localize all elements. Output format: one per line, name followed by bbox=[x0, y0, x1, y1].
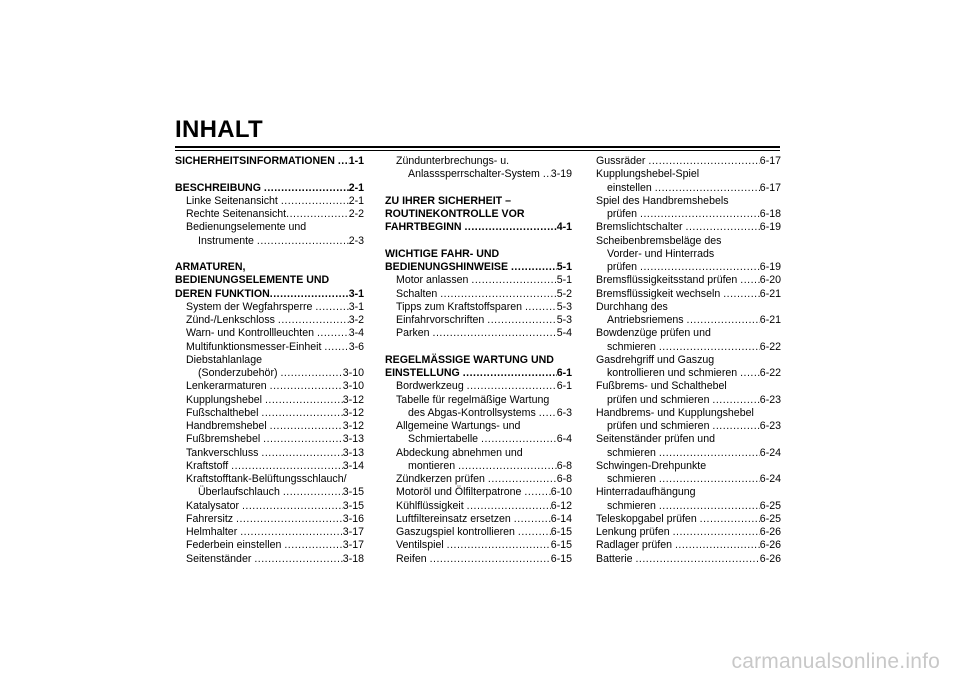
toc-entry[interactable] bbox=[596, 513, 781, 526]
toc-item-text: Seitenständer prüfen und bbox=[596, 433, 715, 446]
toc-entry[interactable] bbox=[175, 420, 364, 433]
toc-dot-leader bbox=[440, 288, 557, 301]
toc-page-number: 6-23 bbox=[759, 420, 781, 432]
toc-dot-leader bbox=[324, 341, 348, 354]
toc-dot-leader bbox=[487, 314, 556, 327]
toc-page-number: 6-4 bbox=[556, 433, 572, 446]
toc-page-number: 3-15 bbox=[342, 486, 364, 499]
toc-page-number: 3-12 bbox=[342, 420, 364, 432]
toc-entry[interactable] bbox=[175, 433, 364, 446]
toc-dot-leader bbox=[447, 539, 551, 552]
toc-entry-label: DEREN FUNKTION bbox=[175, 287, 270, 300]
toc-dot-leader bbox=[458, 460, 557, 473]
toc-entry-label: Kühlflüssigkeit bbox=[396, 499, 464, 512]
toc-dot-leader bbox=[518, 526, 551, 539]
toc-entry-label: System der Wegfahrsperre bbox=[186, 300, 313, 313]
toc-entry[interactable] bbox=[596, 261, 781, 274]
watermark-text: carmanualsonline.info bbox=[731, 650, 940, 673]
toc-entry[interactable] bbox=[596, 500, 781, 513]
toc-entry-label: schmieren bbox=[607, 446, 656, 459]
toc-column-2 bbox=[385, 155, 572, 566]
toc-entry-label: Batterie bbox=[596, 552, 633, 565]
toc-dot-leader bbox=[659, 473, 760, 486]
toc-item-text: Durchhang des bbox=[596, 300, 668, 313]
toc-dot-leader bbox=[281, 195, 349, 208]
toc-dot-leader bbox=[283, 486, 343, 499]
toc-entry-label: Lenkerarmaturen bbox=[186, 380, 267, 393]
toc-entry-label: Instrumente bbox=[198, 234, 254, 247]
toc-entry-label: Warn- und Kontrollleuchten bbox=[186, 327, 314, 340]
toc-page-number: 6-1 bbox=[556, 380, 572, 393]
toc-page-number: 6-25 bbox=[759, 512, 781, 525]
toc-entry-label: Anlasssperrschalter-System bbox=[408, 168, 540, 181]
toc-entry-label: Federbein einstellen bbox=[186, 539, 282, 552]
toc-entry-label: Reifen bbox=[396, 552, 427, 565]
toc-spacer bbox=[385, 235, 572, 248]
toc-page-number: 6-22 bbox=[759, 367, 781, 379]
toc-entry[interactable] bbox=[596, 447, 781, 460]
toc-dot-leader bbox=[686, 221, 760, 234]
toc-section-heading: WICHTIGE FAHR- UND bbox=[385, 247, 500, 260]
toc-entry-label: Radlager prüfen bbox=[596, 539, 672, 552]
toc-page-number: 2-3 bbox=[348, 234, 364, 247]
toc-entry-label: Antriebsriemens bbox=[607, 314, 684, 326]
toc-page-number: 3-12 bbox=[342, 406, 364, 419]
toc-page-number: 3-10 bbox=[342, 380, 364, 393]
toc-dot-leader bbox=[261, 447, 342, 460]
toc-entry[interactable] bbox=[596, 420, 781, 433]
toc-page-number: 3-12 bbox=[342, 393, 364, 406]
toc-section-entry[interactable] bbox=[385, 261, 572, 274]
toc-dot-leader bbox=[261, 407, 342, 420]
toc-dot-leader bbox=[740, 274, 760, 287]
toc-dot-leader bbox=[740, 367, 760, 380]
toc-entry-label: einstellen bbox=[607, 181, 652, 194]
toc-dot-leader bbox=[655, 182, 760, 195]
toc-entry[interactable] bbox=[385, 168, 572, 181]
title-rule-thin bbox=[175, 150, 780, 151]
toc-item-text: Bowdenzüge prüfen und bbox=[596, 327, 711, 340]
title-rule bbox=[175, 146, 780, 148]
toc-entry[interactable] bbox=[175, 235, 364, 248]
toc-dot-leader bbox=[270, 288, 349, 301]
toc-page-number: 3-18 bbox=[342, 552, 364, 565]
toc-item-text: Allgemeine Wartungs- und bbox=[396, 420, 521, 432]
toc-dot-leader bbox=[467, 380, 557, 393]
toc-dot-leader bbox=[467, 500, 551, 513]
toc-section-entry[interactable] bbox=[175, 288, 364, 301]
toc-dot-leader bbox=[254, 553, 342, 566]
toc-section-entry[interactable] bbox=[385, 221, 572, 234]
toc-entry[interactable] bbox=[175, 500, 364, 513]
toc-entry-label: Linke Seitenansicht bbox=[186, 194, 278, 207]
toc-entry[interactable] bbox=[596, 314, 781, 327]
toc-page-number: 3-2 bbox=[348, 314, 364, 326]
toc-entry[interactable] bbox=[175, 341, 364, 354]
toc-page-number: 3-17 bbox=[342, 526, 364, 538]
toc-entry[interactable] bbox=[385, 433, 572, 446]
toc-dot-leader bbox=[543, 168, 551, 181]
toc-section-entry[interactable] bbox=[175, 182, 364, 195]
toc-entry[interactable] bbox=[596, 553, 781, 566]
toc-item-text: Gasdrehgriff und Gaszug bbox=[596, 353, 715, 366]
toc-page-number: 5-3 bbox=[556, 314, 572, 326]
toc-entry[interactable] bbox=[385, 274, 572, 287]
toc-entry-label: Zündkerzen prüfen bbox=[396, 473, 485, 485]
toc-entry-label: Kupplungshebel bbox=[186, 393, 262, 406]
toc-dot-leader bbox=[524, 486, 550, 499]
toc-item-text: Bedienungselemente und bbox=[186, 221, 307, 234]
toc-page-number: 6-8 bbox=[556, 459, 572, 472]
toc-section-heading: REGELMÄSSIGE WARTUNG UND bbox=[385, 353, 554, 366]
toc-page-number: 5-4 bbox=[556, 327, 572, 340]
toc-page-number: 6-26 bbox=[759, 552, 781, 565]
toc-entry-label: prüfen und schmieren bbox=[607, 420, 710, 432]
toc-entry-label: (Sonderzubehör) bbox=[198, 367, 278, 379]
toc-section-heading: BEDIENUNGSELEMENTE UND bbox=[175, 274, 330, 287]
toc-page-number: 3-16 bbox=[342, 512, 364, 525]
toc-dot-leader bbox=[640, 208, 760, 221]
toc-dot-leader bbox=[648, 155, 759, 168]
toc-dot-leader bbox=[240, 526, 343, 539]
toc-entry[interactable] bbox=[385, 553, 572, 566]
toc-entry-label: EINSTELLUNG bbox=[385, 367, 460, 379]
toc-entry-label: montieren bbox=[408, 459, 456, 472]
toc-entry-label: Lenkung prüfen bbox=[596, 526, 670, 538]
toc-entry[interactable] bbox=[385, 380, 572, 393]
toc-page-number: 6-22 bbox=[759, 340, 781, 353]
toc-entry-label: des Abgas-Kontrollsystems bbox=[408, 406, 536, 419]
toc-entry[interactable] bbox=[175, 526, 364, 539]
toc-entry[interactable] bbox=[596, 288, 781, 301]
toc-spacer bbox=[175, 248, 364, 261]
toc-entry-label: Schalten bbox=[396, 287, 438, 300]
toc-spacer bbox=[175, 168, 364, 181]
toc-page-number: 4-1 bbox=[556, 221, 572, 234]
toc-page-number: 3-19 bbox=[550, 168, 572, 181]
toc-entry[interactable] bbox=[175, 314, 364, 327]
toc-entry[interactable] bbox=[175, 301, 364, 314]
toc-item-text: Vorder- und Hinterrads bbox=[607, 247, 715, 260]
toc-page-number: 3-4 bbox=[348, 327, 364, 340]
toc-page-number: 6-19 bbox=[759, 261, 781, 273]
toc-entry-label: schmieren bbox=[607, 499, 656, 512]
toc-dot-leader bbox=[723, 288, 760, 301]
toc-dot-leader bbox=[640, 261, 760, 274]
toc-entry[interactable] bbox=[596, 526, 781, 539]
toc-page-number: 6-3 bbox=[556, 406, 572, 419]
toc-entry[interactable] bbox=[175, 380, 364, 393]
toc-dot-leader bbox=[231, 460, 343, 473]
toc-entry-label: prüfen bbox=[607, 261, 638, 273]
toc-dot-leader bbox=[659, 341, 760, 354]
toc-dot-leader bbox=[514, 513, 551, 526]
toc-page-number: 3-10 bbox=[342, 367, 364, 379]
toc-entry-label: Kraftstoff bbox=[186, 459, 229, 472]
toc-entry[interactable] bbox=[175, 539, 364, 552]
toc-entry-label: FAHRTBEGINN bbox=[385, 221, 462, 234]
toc-entry-label: Gussräder bbox=[596, 155, 646, 167]
toc-item-text: Fußbrems- und Schalthebel bbox=[596, 380, 727, 393]
toc-entry-label: prüfen bbox=[607, 208, 638, 220]
toc-dot-leader bbox=[659, 500, 760, 513]
toc-entry-label: Bremsflüssigkeitsstand prüfen bbox=[596, 274, 738, 287]
toc-entry[interactable] bbox=[596, 394, 781, 407]
toc-entry-label: BESCHREIBUNG bbox=[175, 181, 261, 194]
toc-entry[interactable] bbox=[385, 407, 572, 420]
toc-entry[interactable] bbox=[175, 407, 364, 420]
toc-entry-label: Teleskopgabel prüfen bbox=[596, 512, 697, 525]
toc-item-text: Diebstahlanlage bbox=[186, 353, 262, 366]
toc-column-3 bbox=[596, 155, 781, 566]
toc-entry[interactable] bbox=[385, 314, 572, 327]
toc-entry[interactable] bbox=[385, 539, 572, 552]
toc-entry-label: Katalysator bbox=[186, 499, 239, 512]
toc-page-number: 6-15 bbox=[550, 552, 572, 565]
toc-entry[interactable] bbox=[596, 367, 781, 380]
toc-dot-leader bbox=[433, 327, 557, 340]
toc-page-number: 6-24 bbox=[759, 473, 781, 485]
toc-page-number: 6-20 bbox=[759, 274, 781, 287]
toc-page-number: 5-2 bbox=[556, 287, 572, 300]
toc-entry-label: Bordwerkzeug bbox=[396, 380, 464, 393]
toc-entry[interactable] bbox=[596, 221, 781, 234]
toc-entry-label: Gaszugspiel kontrollieren bbox=[396, 526, 515, 538]
toc-dot-leader bbox=[464, 221, 556, 234]
toc-page-number: 6-19 bbox=[759, 221, 781, 234]
toc-entry[interactable] bbox=[385, 500, 572, 513]
toc-entry[interactable] bbox=[596, 341, 781, 354]
toc-entry-label: schmieren bbox=[607, 473, 656, 485]
toc-entry[interactable] bbox=[385, 526, 572, 539]
toc-dot-leader bbox=[257, 235, 349, 248]
toc-section-heading: ZU IHRER SICHERHEIT – bbox=[385, 194, 511, 207]
toc-dot-leader bbox=[700, 513, 760, 526]
toc-item-text: Zündunterbrechungs- u. bbox=[396, 155, 510, 167]
toc-dot-leader bbox=[463, 367, 557, 380]
toc-dot-leader bbox=[278, 314, 349, 327]
toc-page-number: 5-1 bbox=[556, 261, 572, 273]
toc-page-number: 3-1 bbox=[348, 300, 364, 313]
toc-dot-leader bbox=[338, 155, 349, 168]
toc-dot-leader bbox=[687, 314, 760, 327]
toc-item-text: Abdeckung abnehmen und bbox=[396, 446, 523, 459]
toc-entry-label: Fußschalthebel bbox=[186, 406, 259, 419]
toc-page-number: 6-12 bbox=[550, 499, 572, 512]
toc-spacer bbox=[385, 182, 572, 195]
toc-page-number: 6-24 bbox=[759, 446, 781, 459]
toc-page-number: 6-17 bbox=[759, 181, 781, 194]
toc-item-text: Spiel des Handbremshebels bbox=[596, 194, 729, 207]
toc-page-number: 6-8 bbox=[556, 473, 572, 485]
toc-dot-leader bbox=[317, 327, 349, 340]
toc-dot-leader bbox=[265, 394, 343, 407]
toc-entry[interactable] bbox=[175, 447, 364, 460]
toc-entry[interactable] bbox=[175, 327, 364, 340]
toc-entry[interactable] bbox=[596, 155, 781, 168]
toc-entry[interactable] bbox=[385, 486, 572, 499]
toc-section-entry[interactable] bbox=[175, 155, 364, 168]
toc-dot-leader bbox=[280, 367, 342, 380]
toc-entry-label: Luftfiltereinsatz ersetzen bbox=[396, 512, 511, 525]
toc-entry-label: Fußbremshebel bbox=[186, 433, 261, 446]
toc-entry-label: Parken bbox=[396, 327, 430, 340]
toc-page-number: 6-23 bbox=[759, 393, 781, 406]
toc-entry[interactable] bbox=[596, 274, 781, 287]
toc-page-number: 6-15 bbox=[550, 539, 572, 552]
toc-page-number: 3-13 bbox=[342, 446, 364, 459]
toc-entry[interactable] bbox=[175, 195, 364, 208]
toc-entry[interactable] bbox=[175, 486, 364, 499]
toc-entry[interactable] bbox=[175, 513, 364, 526]
toc-dot-leader bbox=[511, 261, 557, 274]
toc-page-number: 3-1 bbox=[348, 287, 364, 300]
toc-entry[interactable] bbox=[596, 473, 781, 486]
toc-dot-leader bbox=[270, 380, 343, 393]
toc-entry[interactable] bbox=[175, 394, 364, 407]
toc-dot-leader bbox=[284, 539, 342, 552]
toc-entry-label: Multifunktionsmesser-Einheit bbox=[186, 340, 322, 353]
toc-page-number: 3-13 bbox=[342, 433, 364, 446]
toc-dot-leader bbox=[673, 526, 760, 539]
toc-entry-label: Tipps zum Kraftstoffsparen bbox=[396, 300, 523, 313]
toc-entry-label: SICHERHEITSINFORMATIONEN bbox=[175, 155, 335, 167]
toc-dot-leader bbox=[430, 553, 551, 566]
toc-page-number: 6-15 bbox=[550, 526, 572, 538]
toc-entry[interactable] bbox=[385, 460, 572, 473]
toc-page-number: 6-21 bbox=[759, 287, 781, 300]
toc-entry-label: Zünd-/Lenkschloss bbox=[186, 314, 275, 326]
toc-entry-label: BEDIENUNGSHINWEISE bbox=[385, 261, 509, 273]
toc-page-number: 6-17 bbox=[759, 155, 781, 167]
toc-entry[interactable] bbox=[175, 553, 364, 566]
toc-dot-leader bbox=[659, 447, 760, 460]
toc-entry-label: Bremsflüssigkeit wechseln bbox=[596, 287, 721, 300]
toc-entry-label: Fahrersitz bbox=[186, 512, 234, 525]
toc-page-number: 2-1 bbox=[348, 194, 364, 207]
toc-entry-label: Ventilspiel bbox=[396, 539, 444, 552]
toc-entry-label: Motoröl und Ölfilterpatrone bbox=[396, 486, 522, 499]
toc-entry[interactable] bbox=[385, 473, 572, 486]
toc-dot-leader bbox=[315, 301, 348, 314]
toc-dot-leader bbox=[270, 420, 343, 433]
toc-dot-leader bbox=[525, 301, 557, 314]
toc-entry[interactable] bbox=[596, 182, 781, 195]
toc-page-number: 3-14 bbox=[342, 459, 364, 472]
toc-entry[interactable] bbox=[385, 301, 572, 314]
toc-entry-label: Einfahrvorschriften bbox=[396, 314, 485, 326]
toc-spacer bbox=[385, 341, 572, 354]
toc-entry-label: Überlaufschlauch bbox=[198, 486, 280, 499]
toc-dot-leader bbox=[242, 500, 343, 513]
toc-dot-leader bbox=[471, 274, 556, 287]
page-title: INHALT bbox=[175, 116, 264, 143]
toc-dot-leader bbox=[712, 394, 759, 407]
toc-page-number: 3-6 bbox=[348, 340, 364, 353]
toc-entry-label: Handbremshebel bbox=[186, 420, 267, 432]
toc-page-number: 5-1 bbox=[556, 274, 572, 287]
toc-entry-label: Motor anlassen bbox=[396, 274, 469, 287]
toc-page-number: 6-18 bbox=[759, 208, 781, 220]
toc-page-number: 1-1 bbox=[348, 155, 364, 167]
toc-entry[interactable] bbox=[596, 208, 781, 221]
toc-item-text: Scheibenbremsbeläge des bbox=[596, 234, 722, 247]
toc-item-text: Schwingen-Drehpunkte bbox=[596, 459, 707, 472]
toc-entry-label: kontrollieren und schmieren bbox=[607, 367, 738, 379]
toc-dot-leader bbox=[236, 513, 343, 526]
toc-dot-leader bbox=[675, 539, 760, 552]
toc-section-heading: ROUTINEKONTROLLE VOR bbox=[385, 208, 525, 220]
toc-item-text: Tabelle für regelmäßige Wartung bbox=[396, 393, 550, 406]
toc-column-1 bbox=[175, 155, 364, 566]
toc-entry[interactable] bbox=[175, 208, 364, 221]
toc-entry-label: Helmhalter bbox=[186, 526, 238, 538]
toc-page-number: 2-1 bbox=[348, 181, 364, 194]
toc-entry[interactable] bbox=[175, 460, 364, 473]
toc-entry-label: schmieren bbox=[607, 340, 656, 353]
toc-entry[interactable] bbox=[385, 288, 572, 301]
toc-dot-leader bbox=[539, 407, 557, 420]
toc-dot-leader bbox=[263, 433, 343, 446]
toc-dot-leader bbox=[264, 182, 349, 195]
toc-entry-label: Schmiertabelle bbox=[408, 433, 479, 446]
toc-entry-label: Seitenständer bbox=[186, 552, 252, 565]
toc-section-heading: ARMATUREN, bbox=[175, 261, 246, 273]
toc-item-text: Hinterradaufhängung bbox=[596, 486, 696, 499]
toc-item-text: Kraftstofftank-Belüftungsschlauch/ bbox=[186, 473, 347, 485]
toc-dot-leader bbox=[635, 553, 759, 566]
toc-page-number: 6-14 bbox=[550, 512, 572, 525]
toc-item-text: Handbrems- und Kupplungshebel bbox=[596, 406, 754, 419]
toc-section-entry[interactable] bbox=[385, 367, 572, 380]
toc-item-text: Kupplungshebel-Spiel bbox=[596, 168, 700, 181]
toc-page-number: 6-26 bbox=[759, 539, 781, 552]
toc-page-number: 5-3 bbox=[556, 300, 572, 313]
toc-page-number: 6-21 bbox=[759, 314, 781, 326]
toc-page-number: 3-15 bbox=[342, 499, 364, 512]
toc-entry-label: prüfen und schmieren bbox=[607, 393, 710, 406]
toc-page-number: 6-1 bbox=[556, 367, 572, 379]
toc-entry-label: Rechte Seitenansicht bbox=[186, 208, 287, 220]
toc-entry[interactable] bbox=[596, 539, 781, 552]
toc-dot-leader bbox=[488, 473, 557, 486]
toc-entry[interactable] bbox=[385, 327, 572, 340]
toc-page-number: 6-25 bbox=[759, 499, 781, 512]
toc-page-number: 6-10 bbox=[550, 486, 572, 499]
toc-entry[interactable] bbox=[385, 513, 572, 526]
toc-dot-leader bbox=[286, 208, 349, 221]
toc-entry-label: Tankverschluss bbox=[186, 446, 259, 459]
toc-entry-label: Bremslichtschalter bbox=[596, 221, 683, 234]
toc-page-number: 6-26 bbox=[759, 526, 781, 538]
toc-entry[interactable] bbox=[175, 367, 364, 380]
toc-dot-leader bbox=[712, 420, 759, 433]
toc-dot-leader bbox=[481, 433, 557, 446]
toc-page-number: 3-17 bbox=[342, 539, 364, 552]
toc-page-number: 2-2 bbox=[348, 208, 364, 220]
